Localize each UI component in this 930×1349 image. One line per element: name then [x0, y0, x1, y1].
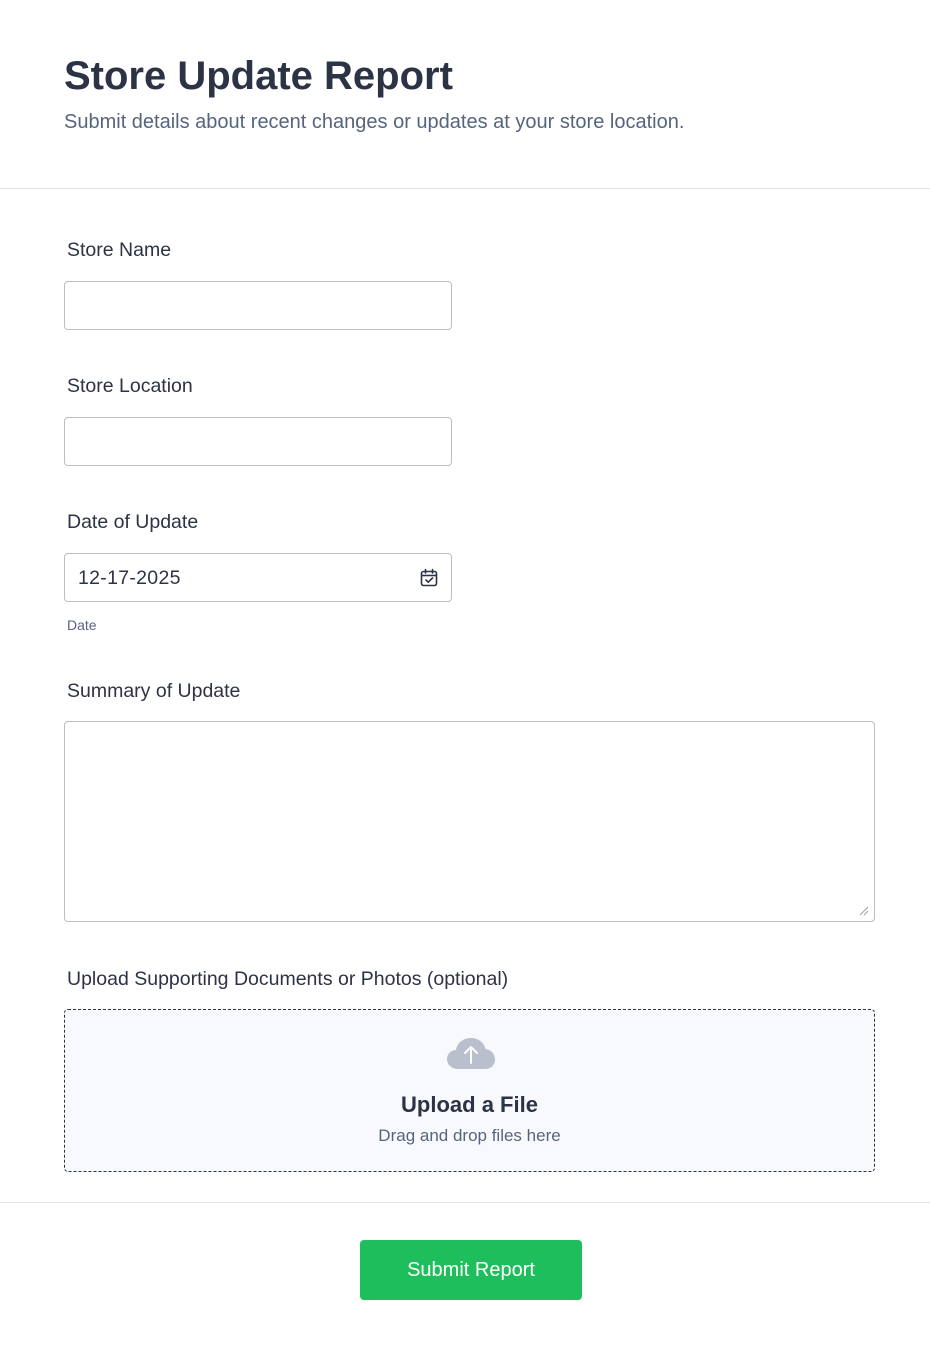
calendar-icon[interactable]: [419, 568, 439, 588]
upload-subtitle: Drag and drop files here: [378, 1126, 561, 1145]
submit-report-button[interactable]: Submit Report: [360, 1240, 582, 1300]
upload-label: Upload Supporting Documents or Photos (optional): [67, 968, 509, 990]
store-name-input[interactable]: [64, 281, 452, 330]
form-header: [0, 0, 930, 189]
summary-textarea[interactable]: [64, 721, 875, 922]
store-location-label: Store Location: [67, 375, 193, 397]
footer-divider: [0, 1202, 930, 1203]
store-name-label: Store Name: [67, 239, 172, 261]
date-of-update-label: Date of Update: [67, 511, 199, 533]
date-value: 12-17-2025: [78, 567, 181, 589]
upload-title: Upload a File: [401, 1092, 538, 1117]
page-title: Store Update Report: [64, 54, 453, 98]
page-subtitle: Submit details about recent changes or updates at your store location.: [64, 111, 685, 133]
date-of-update-input[interactable]: [64, 553, 452, 602]
resize-grip-icon[interactable]: [859, 906, 869, 916]
date-sublabel: Date: [67, 617, 97, 633]
cloud-upload-icon: [446, 1037, 496, 1071]
file-upload-dropzone[interactable]: [64, 1009, 875, 1172]
summary-label: Summary of Update: [67, 680, 241, 702]
store-location-input[interactable]: [64, 417, 452, 466]
